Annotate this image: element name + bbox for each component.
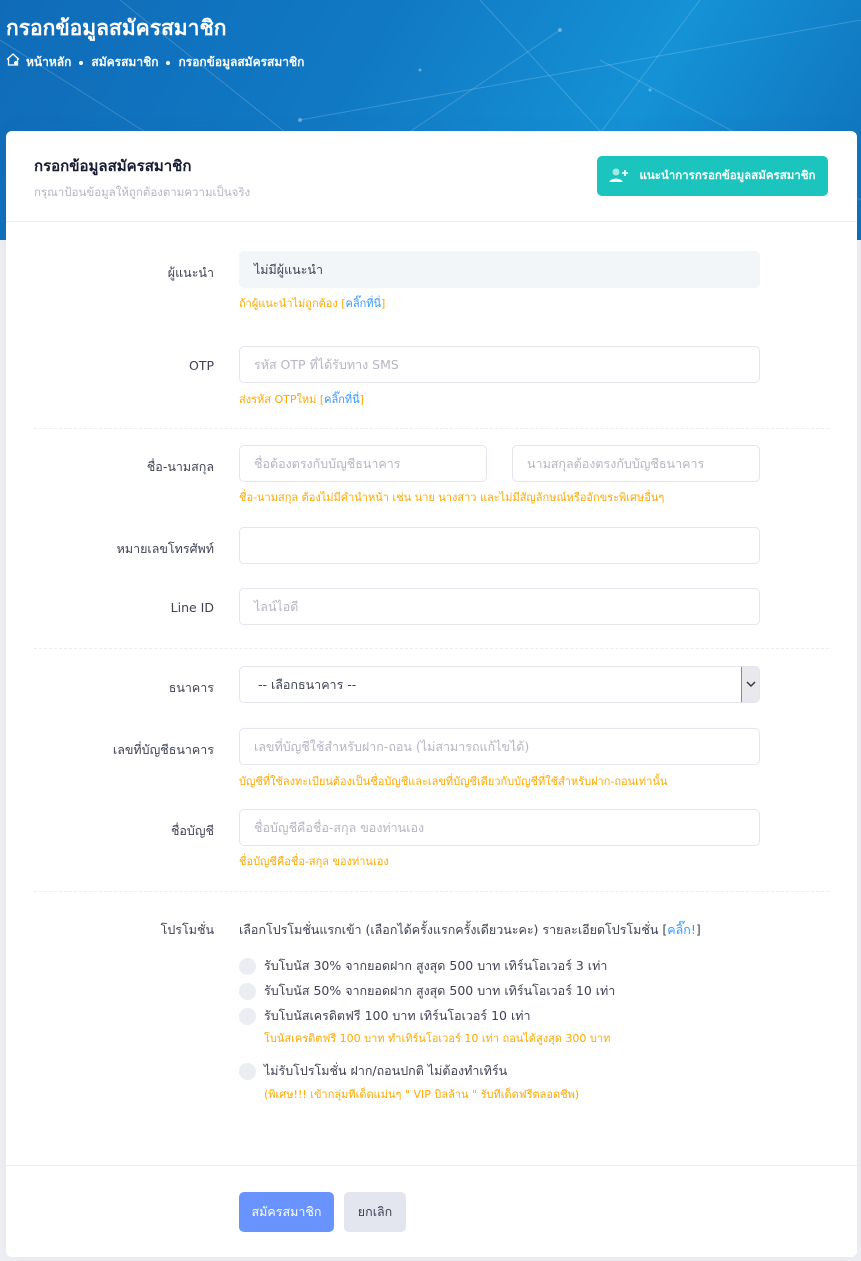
fullname-hint: ชื่อ-นามสกุล ต้องไม่มีคำนำหน้า เช่น นาย นางสาว และไม่มีสัญลักษณ์หรืออักขระพิเศษอื่นๆ xyxy=(239,491,665,504)
promotion-option-4-note: (พิเศษ!!! เข้ากลุ่มทีเด็ดแม่นๆ " VIP บิลล้าน " รับทีเด็ดฟรีตลอดชีพ) xyxy=(264,1088,580,1101)
fullname-label: ชื่อ-นามสกุล xyxy=(146,459,214,474)
breadcrumb-current: กรอกข้อมูลสมัครสมาชิก xyxy=(178,55,305,69)
referrer-hint-close: ] xyxy=(381,297,386,310)
account-number-label: เลขที่บัญชีธนาคาร xyxy=(112,742,214,757)
otp-label: OTP xyxy=(188,358,214,373)
register-button[interactable]: สมัครสมาชิก xyxy=(239,1192,334,1232)
card-footer xyxy=(6,1165,857,1257)
otp-hint-close: ] xyxy=(359,393,364,406)
cancel-button[interactable]: ยกเลิก xyxy=(344,1192,406,1232)
breadcrumb-home[interactable]: หน้าหลัก xyxy=(26,55,72,69)
referrer-hint-text: ถ้าผู้แนะนำไม่ถูกต้อง [ xyxy=(239,297,346,310)
otp-hint-text: ส่งรหัส OTPใหม่ [ xyxy=(239,393,325,406)
line-id-label: Line ID xyxy=(170,600,214,615)
add-user-icon xyxy=(609,167,629,186)
last-name-input[interactable]: นามสกุลต้องตรงกับบัญชีธนาคาร xyxy=(512,445,760,482)
promotion-intro xyxy=(239,920,701,940)
promotion-option-3-note: โบนัสเครดิตฟรี 100 บาท ทำเทิร์นโอเวอร์ 10 เท่า ถอนได้สูงสุด 300 บาท xyxy=(264,1032,611,1045)
guide-button-label: แนะนำการกรอกข้อมูลสมัครสมาชิก xyxy=(639,168,816,182)
phone-label: หมายเลขโทรศัพท์ xyxy=(116,541,214,556)
referrer-hint xyxy=(239,294,385,312)
bank-select[interactable] xyxy=(239,666,760,703)
card-header xyxy=(6,131,857,222)
chevron-down-icon[interactable] xyxy=(741,667,759,702)
otp-input[interactable]: รหัส OTP ที่ได้รับทาง SMS xyxy=(239,346,760,383)
account-name-hint: ชื่อบัญชีคือชื่อ-สกุล ของท่านเอง xyxy=(239,855,389,868)
breadcrumb-separator xyxy=(166,61,170,65)
section-divider xyxy=(34,891,829,892)
breadcrumb-separator xyxy=(79,61,83,65)
radio-button[interactable] xyxy=(239,983,256,1000)
account-number-hint: บัญชีที่ใช้ลงทะเบียนต้องเป็นชื่อบัญชีและเลขที่บัญชีเดียวกับบัญชีที่ใช้สำหรับฝาก-ถอนเท่านั้น xyxy=(239,775,668,788)
radio-button[interactable] xyxy=(239,958,256,975)
bank-label: ธนาคาร xyxy=(168,680,214,695)
otp-hint xyxy=(239,390,364,408)
promotion-option-4[interactable] xyxy=(239,1061,507,1081)
breadcrumb-register[interactable]: สมัครสมาชิก xyxy=(91,55,159,69)
first-name-input[interactable]: ชื่อต้องตรงกับบัญชีธนาคาร xyxy=(239,445,487,482)
promotion-option-label: รับโบนัสเครดิตฟรี 100 บาท เทิร์นโอเวอร์ 10 เท่า xyxy=(264,1008,531,1023)
promotion-option-1[interactable] xyxy=(239,956,607,976)
page-title: กรอกข้อมูลสมัครสมาชิก xyxy=(6,16,227,40)
registration-guide-button[interactable] xyxy=(597,156,828,196)
card-title: กรอกข้อมูลสมัครสมาชิก xyxy=(34,157,192,175)
radio-button[interactable] xyxy=(239,1008,256,1025)
account-name-input[interactable]: ชื่อบัญชีคือชื่อ-สกุล ของท่านเอง xyxy=(239,809,760,846)
card-subtitle: กรุณาป้อนข้อมูลให้ถูกต้องตามความเป็นจริง xyxy=(34,185,251,199)
promotion-intro-close: ] xyxy=(695,922,701,937)
phone-input[interactable] xyxy=(239,527,760,564)
promotion-label: โปรโมชั่น xyxy=(160,922,214,937)
promotion-option-2[interactable] xyxy=(239,981,615,1001)
line-id-input[interactable]: ไลน์ไอดี xyxy=(239,588,760,625)
account-number-input[interactable]: เลขที่บัญชีใช้สำหรับฝาก-ถอน (ไม่สามารถแก้ไขได้) xyxy=(239,728,760,765)
breadcrumb xyxy=(6,53,304,72)
promotion-intro-text: เลือกโปรโมชั่นแรกเข้า (เลือกได้ครั้งแรกครั้งเดียวนะคะ) รายละเอียดโปรโมชั่น [ xyxy=(239,922,668,937)
registration-card xyxy=(6,131,857,1257)
promotion-option-3[interactable] xyxy=(239,1006,530,1026)
referrer-label: ผู้แนะนำ xyxy=(167,265,214,280)
promotion-option-label: รับโบนัส 30% จากยอดฝาก สูงสุด 500 บาท เทิร์นโอเวอร์ 3 เท่า xyxy=(264,958,608,973)
account-name-label: ชื่อบัญชี xyxy=(170,823,214,838)
promotion-option-label: ไม่รับโปรโมชั่น ฝาก/ถอนปกติ ไม่ต้องทำเทิร์น xyxy=(264,1063,508,1078)
radio-button[interactable] xyxy=(239,1063,256,1080)
otp-resend-link[interactable]: คลิ๊กที่นี่ xyxy=(324,393,360,406)
promotion-option-label: รับโบนัส 50% จากยอดฝาก สูงสุด 500 บาท เทิร์นโอเวอร์ 10 เท่า xyxy=(264,983,616,998)
referrer-change-link[interactable]: คลิ๊กที่นี่ xyxy=(345,297,382,310)
promotion-details-link[interactable]: คลิ๊ก! xyxy=(667,922,696,937)
bank-select-value: -- เลือกธนาคาร -- xyxy=(258,676,357,692)
section-divider xyxy=(34,648,829,649)
referrer-field: ไม่มีผู้แนะนำ xyxy=(239,251,760,288)
section-divider xyxy=(34,428,829,429)
